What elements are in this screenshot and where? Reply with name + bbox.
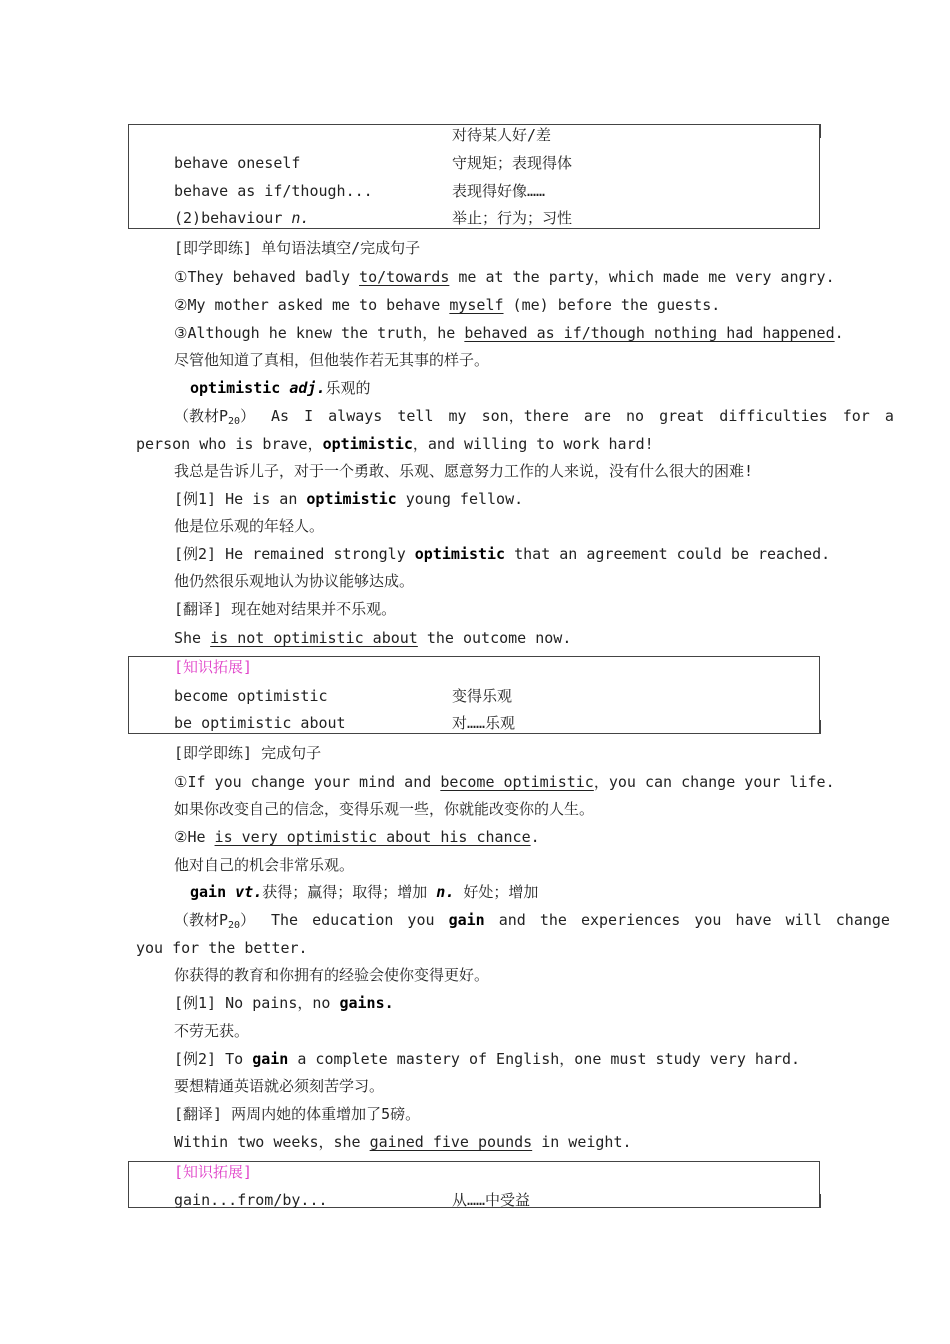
translation-answer: [174, 1132, 632, 1152]
table-cell-zh: 守规矩；表现得体: [452, 154, 573, 172]
part-of-speech: vt.: [235, 883, 263, 901]
source-text: As I always tell my son，there are no great difficulties for a: [271, 407, 894, 425]
practice-sentence-1-translation: 如果你改变自己的信念，变得乐观一些，你就能改变你的人生。: [174, 800, 595, 818]
practice-sentence-2: [174, 295, 720, 315]
translation-task: [174, 1104, 420, 1124]
example-label: [例2]: [174, 545, 217, 563]
table-cell-zh: 从……中受益: [452, 1191, 531, 1209]
practice-sentence-1: [174, 772, 835, 792]
source-text: The education you: [271, 911, 449, 929]
source-label: （教材P: [174, 407, 229, 425]
practice-sentence-3: [174, 323, 844, 343]
translation-prompt: 现在她对结果并不乐观。: [231, 600, 397, 618]
example-1-translation: 他是位乐观的年轻人。: [174, 517, 325, 535]
example-text: that an agreement could be reached.: [505, 545, 831, 563]
table-border-tick: [820, 1194, 821, 1208]
example-text: No pains，no: [225, 994, 340, 1012]
translation-label: [翻译]: [174, 600, 223, 618]
headword: optimistic: [190, 379, 281, 397]
table-border-tick: [820, 124, 821, 138]
highlighted-word: optimistic: [414, 545, 506, 563]
highlighted-word: gains.: [339, 994, 394, 1012]
sentence-text: me at the party，which made me very angry.: [449, 268, 835, 286]
practice-sentence-3-translation: 尽管他知道了真相，但他装作若无其事的样子。: [174, 351, 490, 369]
example-text: young fellow.: [396, 490, 524, 508]
table-border-tick: [128, 720, 129, 734]
practice-heading: [即学即练] 单句语法填空/完成句子: [174, 239, 421, 257]
example-text: a complete mastery of English，one must study very hard.: [288, 1050, 801, 1068]
highlighted-word: optimistic: [306, 490, 397, 508]
source-translation: 你获得的教育和你拥有的经验会使你变得更好。: [174, 966, 490, 984]
sentence-text: the outcome now.: [417, 629, 572, 647]
sentence-text: ①If you change your mind and: [174, 773, 441, 791]
sentence-text: .: [530, 828, 540, 846]
textbook-source-line: [136, 434, 654, 454]
answer-blank: behaved as if/though nothing had happened: [464, 324, 835, 342]
source-text: ，and willing to work hard!: [412, 435, 654, 453]
translation-label: [翻译]: [174, 1105, 223, 1123]
table-cell-en: behave oneself: [174, 154, 301, 172]
table-cell-en: behave as if/though...: [174, 182, 373, 200]
textbook-source-line: [174, 910, 890, 936]
sentence-text: (me) before the guests.: [503, 296, 721, 314]
part-of-speech: n.: [291, 209, 310, 227]
knowledge-extension-heading: [知识拓展]: [174, 1163, 253, 1181]
example-text: To: [225, 1050, 253, 1068]
table-border-tick: [820, 720, 821, 734]
meaning: 乐观的: [325, 379, 371, 397]
highlighted-word: optimistic: [322, 435, 413, 453]
source-label: （教材P: [174, 911, 229, 929]
answer-blank: to/towards: [359, 268, 450, 286]
sentence-text: in weight.: [532, 1133, 632, 1151]
table-border-tick: [128, 124, 129, 138]
translation-answer: [174, 628, 571, 648]
example-label: [例1]: [174, 490, 217, 508]
sentence-text: ①They behaved badly: [174, 268, 360, 286]
table-cell-en: [174, 208, 309, 228]
source-text: and the experiences you have will change: [484, 911, 890, 929]
table-cell-zh: 举止；行为；习性: [452, 209, 573, 227]
answer-blank: is not optimistic about: [210, 629, 418, 647]
table-cell-zh: 表现得好像……: [452, 182, 546, 200]
sentence-text: .: [834, 324, 844, 342]
part-of-speech: n.: [436, 883, 455, 901]
answer-blank: become optimistic: [440, 773, 594, 791]
word-text: (2)behaviour: [174, 209, 292, 227]
translation-prompt: 两周内她的体重增加了5磅。: [231, 1105, 421, 1123]
meaning: 好处；增加: [454, 883, 539, 901]
headword: gain: [190, 883, 227, 901]
source-text: person who is brave，: [136, 435, 323, 453]
highlighted-word: gain: [448, 911, 485, 929]
sentence-text: ②My mother asked me to behave: [174, 296, 450, 314]
example-2-translation: 他仍然很乐观地认为协议能够达成。: [174, 572, 415, 590]
meaning: 获得；赢得；取得；增加: [262, 883, 437, 901]
sentence-text: Within two weeks，she: [174, 1133, 370, 1151]
source-page: 20: [228, 920, 241, 931]
table-border-tick: [128, 1194, 129, 1208]
textbook-source-line: [174, 406, 894, 432]
textbook-source-line: you for the better.: [136, 939, 308, 957]
practice-sentence-1: [174, 267, 835, 287]
example-label: [例1]: [174, 994, 217, 1012]
translation-task: [174, 599, 396, 619]
sentence-text: ②He: [174, 828, 215, 846]
sentence-text: She: [174, 629, 211, 647]
example-label: [例2]: [174, 1050, 217, 1068]
table-cell-en: gain...from/by...: [174, 1191, 328, 1209]
highlighted-word: gain: [252, 1050, 289, 1068]
source-label: ）: [240, 911, 256, 929]
answer-blank: myself: [449, 296, 504, 314]
answer-blank: is very optimistic about his chance: [214, 828, 531, 846]
table-cell-zh: 对……乐观: [452, 714, 516, 732]
sentence-text: ③Although he knew the truth，he: [174, 324, 465, 342]
practice-heading: [即学即练] 完成句子: [174, 744, 322, 762]
answer-blank: gained five pounds: [369, 1133, 533, 1151]
example-text: He is an: [225, 490, 307, 508]
example-2: [174, 544, 830, 564]
example-2: [174, 1049, 800, 1069]
part-of-speech: adj.: [289, 379, 326, 397]
table-cell-zh: 对待某人好/差: [452, 126, 552, 144]
practice-sentence-2: [174, 827, 540, 847]
vocab-headword: [190, 378, 370, 398]
sentence-text: ，you can change your life.: [593, 773, 835, 791]
practice-sentence-2-translation: 他对自己的机会非常乐观。: [174, 856, 355, 874]
table-cell-en: be optimistic about: [174, 714, 346, 732]
vocab-headword: [190, 882, 538, 902]
example-2-translation: 要想精通英语就必须刻苦学习。: [174, 1077, 385, 1095]
knowledge-extension-heading: [知识拓展]: [174, 658, 253, 676]
table-cell-zh: 变得乐观: [452, 687, 513, 705]
example-text: He remained strongly: [225, 545, 415, 563]
source-translation: 我总是告诉儿子，对于一个勇敢、乐观、愿意努力工作的人来说，没有什么很大的困难!: [174, 462, 754, 480]
source-page: 20: [228, 416, 241, 427]
example-1: [174, 489, 523, 509]
table-cell-en: become optimistic: [174, 687, 328, 705]
example-1-translation: 不劳无获。: [174, 1022, 250, 1040]
source-label: ）: [240, 407, 256, 425]
example-1: [174, 993, 394, 1013]
